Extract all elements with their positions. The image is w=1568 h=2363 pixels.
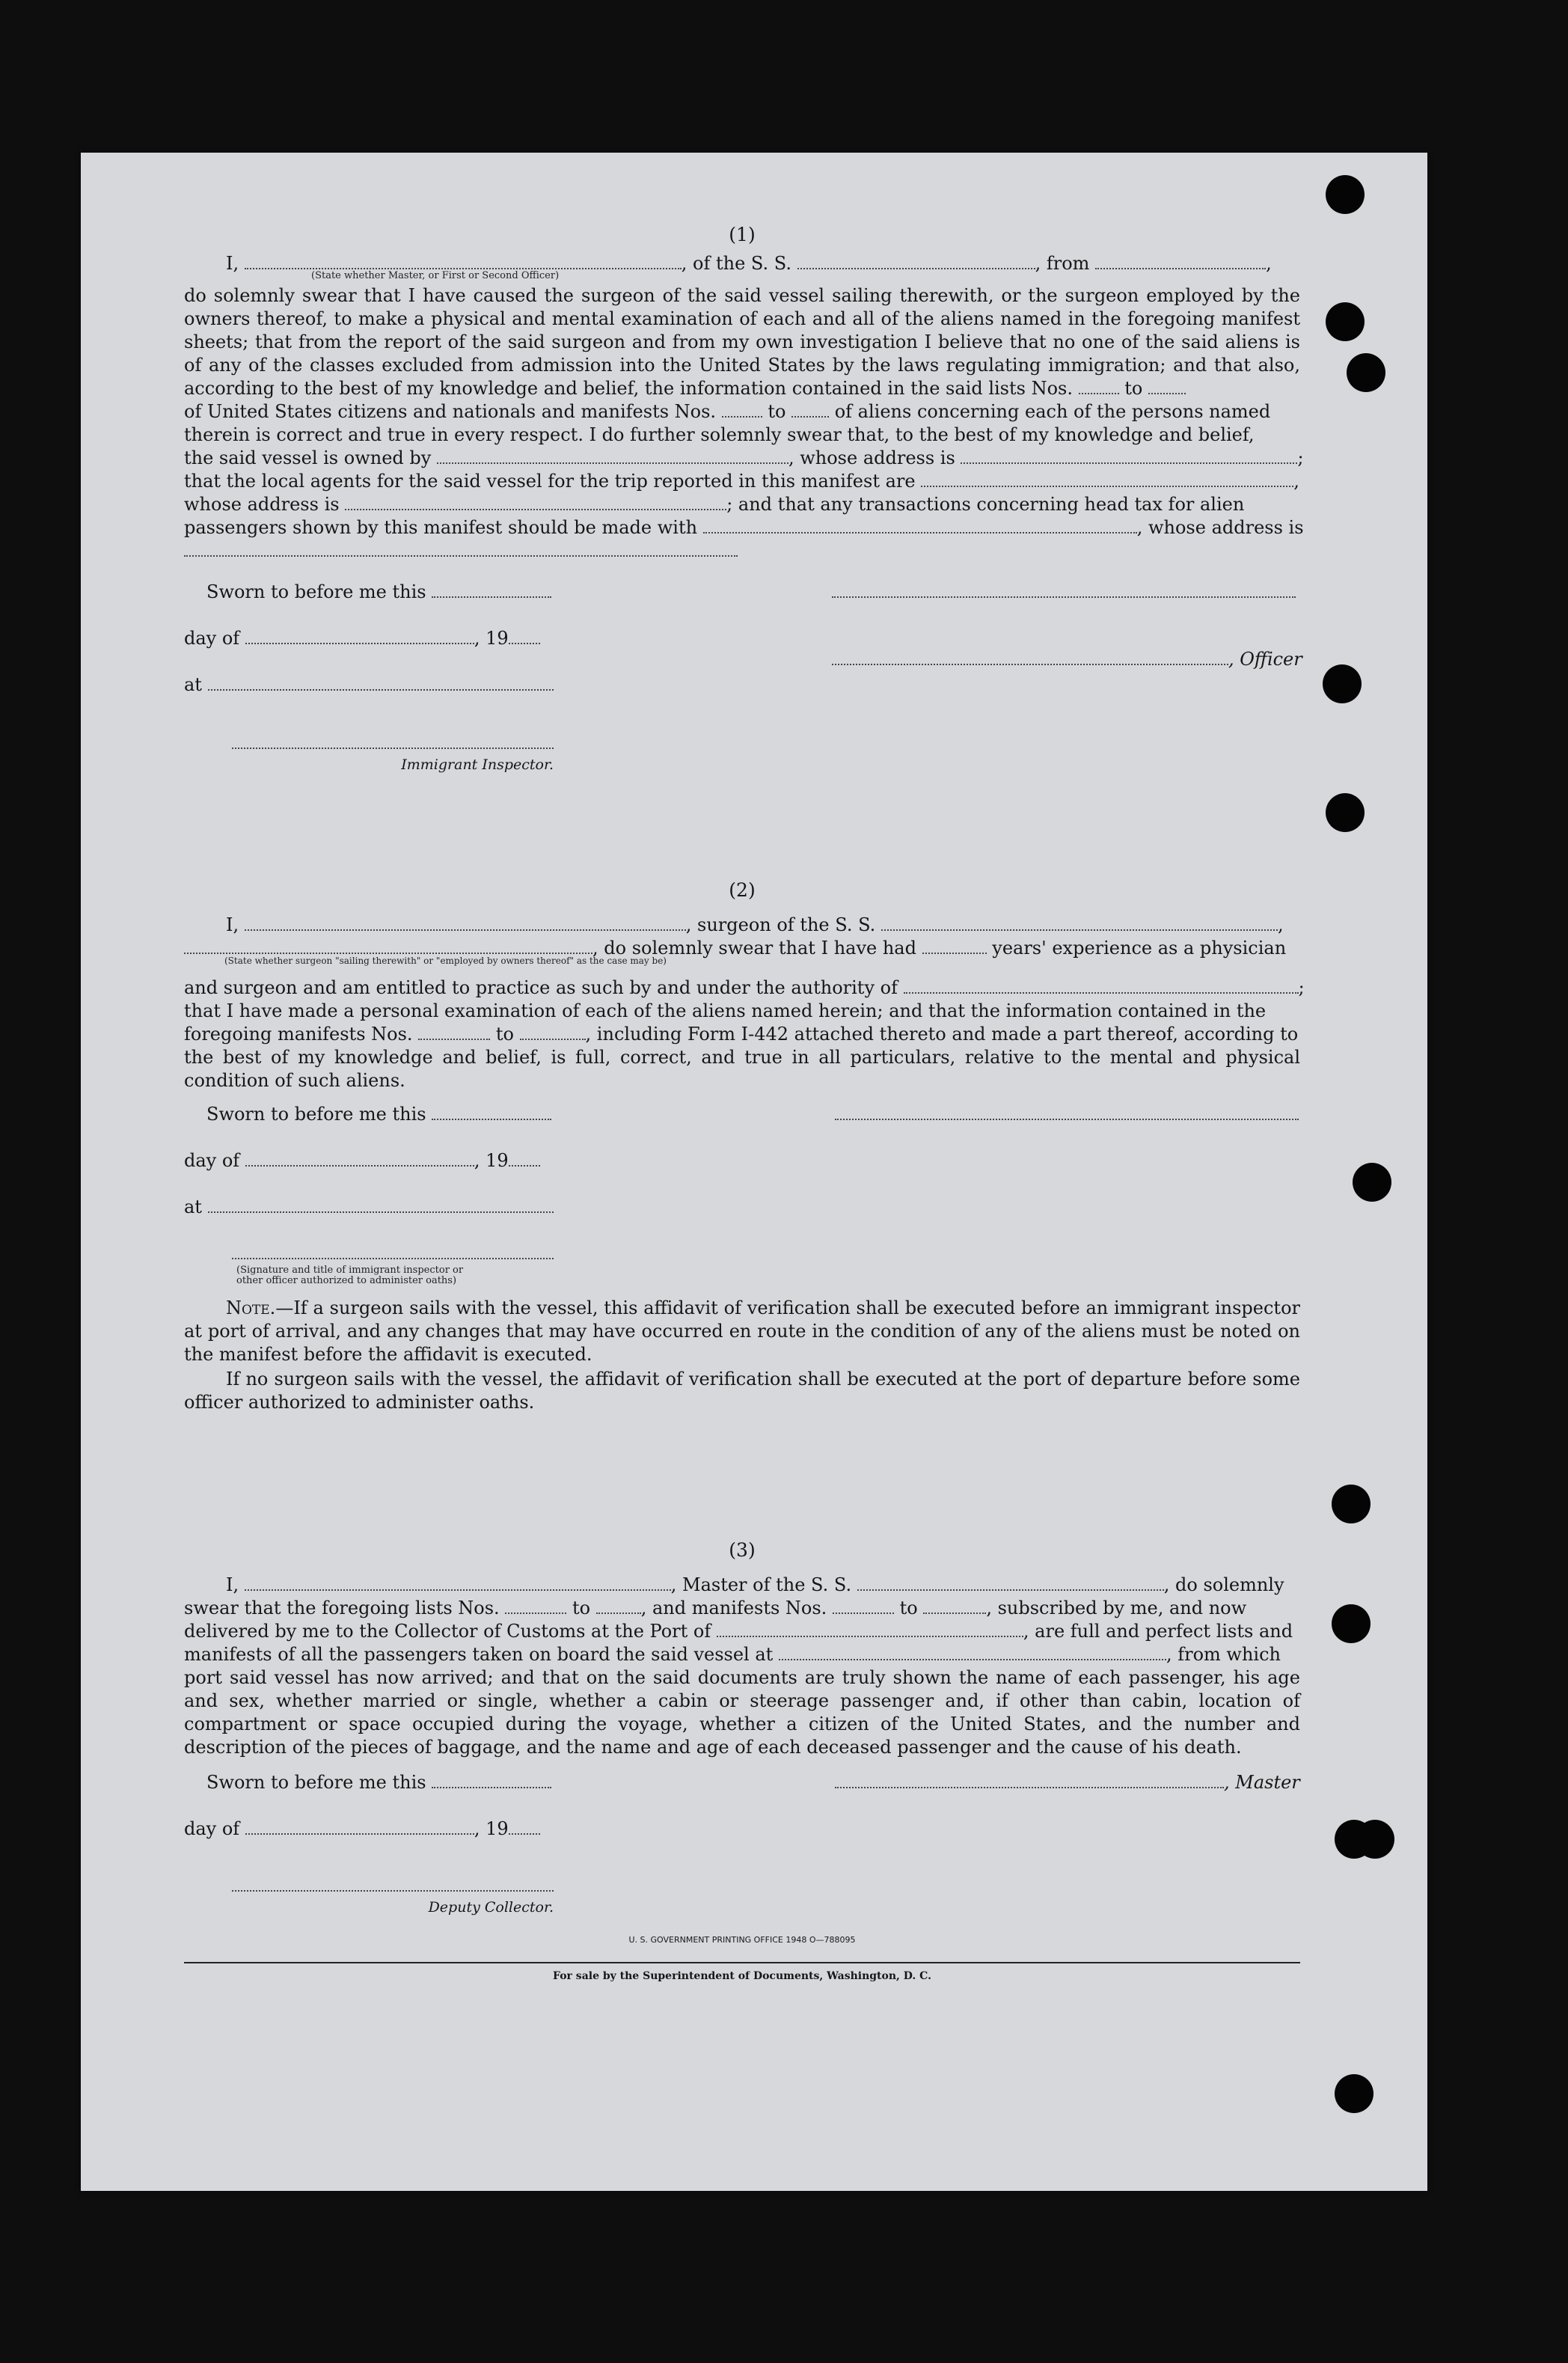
text: I,	[226, 253, 239, 274]
footer	[184, 1935, 1300, 1983]
year-prefix: , 19	[474, 628, 509, 649]
place-field[interactable]	[208, 1198, 554, 1213]
lists-to-field[interactable]	[596, 1599, 641, 1614]
text: , do solemnly swear that I have had	[592, 938, 916, 959]
section-1	[184, 223, 1304, 774]
vessel-name-field[interactable]	[857, 1576, 1164, 1591]
punch-hole	[1332, 1604, 1371, 1643]
day-of-label: day of	[184, 628, 240, 649]
punch-hole	[1323, 664, 1362, 703]
text: of aliens concerning each of the persons named	[834, 401, 1271, 422]
text: , from	[1035, 253, 1090, 274]
text: ,	[1277, 914, 1284, 935]
text: to	[572, 1598, 591, 1618]
vessel-name-field[interactable]	[797, 254, 1035, 269]
text: , of the S. S.	[681, 253, 791, 274]
text: delivered by me to the Collector of Customs at the Port of	[184, 1621, 711, 1642]
text: whose address is	[184, 494, 340, 515]
head-tax-party-field[interactable]	[703, 519, 1137, 534]
years-field[interactable]	[922, 939, 987, 954]
at-label: at	[184, 674, 202, 695]
gpo-imprint: U. S. GOVERNMENT PRINTING OFFICE 1948 O—788095	[628, 1935, 856, 1945]
text: of United States citizens and nationals and manifests Nos.	[184, 401, 717, 422]
section-1-body-b: therein is correct and true in every respect. I do further solemnly swear that, to the best of my knowledge and belief,	[184, 424, 1255, 445]
note-paragraph-2: If no surgeon sails with the vessel, the affidavit of verification shall be executed at the port of departure before some officer authorized to administer oaths.	[184, 1369, 1300, 1413]
text: do solemnly swear that I have caused the surgeon of the said vessel sailing therewith, or the surgeon employed by the owners thereof, to make a physical and mental examination of each and all of the aliens named in the foregoing manifest sheets; that from the report of the said surgeon and from my own investigation I believe that no one of the said aliens is of any of the classes excluded from admission into the United States by the laws regulating immigration; and that also, according to the best of my knowledge and belief, the information contained in the said lists Nos.	[184, 285, 1300, 399]
text: , are full and perfect lists and	[1023, 1621, 1293, 1642]
text: foregoing manifests Nos.	[184, 1024, 413, 1045]
text: , subscribed by me, and now	[986, 1598, 1247, 1618]
inspector-signature-line[interactable]	[232, 734, 554, 749]
from-port-field[interactable]	[1095, 254, 1266, 269]
officer-name-line[interactable]	[832, 650, 1228, 665]
for-sale-notice: For sale by the Superintendent of Documents, Washington, D. C.	[553, 1970, 931, 1982]
punch-hole	[1347, 353, 1385, 392]
sig-caption-line-1: (Signature and title of immigrant inspector or	[236, 1265, 464, 1276]
text: , Master of the S. S.	[670, 1574, 852, 1595]
note-paragraph-1	[184, 1297, 1300, 1366]
year-prefix: , 19	[474, 1818, 509, 1839]
text: I,	[226, 914, 239, 935]
text: that the local agents for the said vessel for the trip reported in this manifest are	[184, 471, 916, 492]
punch-hole	[1326, 175, 1365, 214]
master-signature-line[interactable]	[835, 1773, 1224, 1788]
surgeon-caption: (State whether surgeon "sailing therewith" or "employed by owners thereof" as the case may be)	[224, 956, 667, 966]
boarding-port-field[interactable]	[779, 1645, 1166, 1660]
footer-rule	[184, 1962, 1300, 1963]
vessel-name-field[interactable]	[881, 916, 1278, 931]
text: manifests of all the passengers taken on board the said vessel at	[184, 1644, 774, 1665]
text: passengers shown by this manifest should be made with	[184, 517, 698, 538]
sworn-label: Sworn to before me this	[206, 1772, 426, 1793]
punch-hole	[1353, 1163, 1391, 1202]
sworn-label: Sworn to before me this	[206, 581, 426, 602]
master-name-field[interactable]	[245, 1576, 671, 1591]
local-agents-field[interactable]	[921, 472, 1293, 487]
section-2-number: (2)	[729, 879, 756, 901]
inspector-signature-line[interactable]	[232, 1244, 554, 1259]
master-label: , Master	[1224, 1772, 1300, 1793]
head-tax-address-field[interactable]	[184, 542, 738, 557]
text: , surgeon of the S. S.	[685, 914, 876, 935]
text: to	[1124, 378, 1143, 399]
port-field[interactable]	[717, 1622, 1023, 1637]
sworn-day-field[interactable]	[432, 1105, 551, 1120]
text: ; and that any transactions concerning head tax for alien	[726, 494, 1245, 515]
owner-field[interactable]	[437, 449, 788, 464]
manifests-to-field[interactable]	[923, 1599, 986, 1614]
section-1-number: (1)	[729, 224, 756, 245]
officer-label: , Officer	[1228, 649, 1302, 670]
text: ,	[1266, 253, 1272, 274]
text: ;	[1297, 447, 1304, 468]
text: , whose address is	[788, 447, 955, 468]
text: and surgeon and am entitled to practice as such by and under the authority of	[184, 977, 898, 998]
surgeon-name-field[interactable]	[245, 916, 686, 931]
at-label: at	[184, 1196, 202, 1217]
text: —If a surgeon sails with the vessel, this affidavit of verification shall be executed before an immigrant inspector at port of arrival, and any changes that may have occurred en route in the condition of any of the aliens must be noted on the manifest before the affidavit is executed.	[184, 1297, 1300, 1365]
lists-to-field[interactable]	[1148, 379, 1186, 394]
agents-address-field[interactable]	[345, 495, 726, 510]
manifests-to-field[interactable]	[791, 403, 829, 418]
text: swear that the foregoing lists Nos.	[184, 1598, 500, 1618]
punch-hole	[1356, 1820, 1394, 1859]
section-2-body-a: that I have made a personal examination of each of the aliens named herein; and that the information contained in the	[184, 1000, 1267, 1021]
text: to	[899, 1598, 918, 1618]
text: the said vessel is owned by	[184, 447, 432, 468]
month-field[interactable]	[245, 1152, 474, 1167]
sworn-label: Sworn to before me this	[206, 1104, 426, 1125]
inspector-label: Immigrant Inspector.	[401, 756, 554, 773]
day-of-label: day of	[184, 1818, 240, 1839]
officer-caption: (State whether Master, or First or Second Officer)	[311, 270, 560, 281]
text: I,	[226, 1574, 239, 1595]
surgeon-status-field[interactable]	[184, 939, 592, 954]
text: , whose address is	[1136, 517, 1304, 538]
section-2	[184, 878, 1305, 1414]
place-field[interactable]	[208, 676, 554, 691]
punch-hole	[1332, 1485, 1371, 1523]
year-prefix: , 19	[474, 1150, 509, 1171]
section-1-body-a	[184, 284, 1300, 400]
lists-from-field[interactable]	[505, 1599, 566, 1614]
text: to	[768, 401, 786, 422]
owner-address-field[interactable]	[961, 449, 1297, 464]
manifests-to-field[interactable]	[520, 1025, 586, 1040]
year-field[interactable]	[509, 629, 540, 644]
deputy-label: Deputy Collector.	[428, 1899, 554, 1916]
manifests-from-field[interactable]	[833, 1599, 894, 1614]
sig-caption-line-2: other officer authorized to administer oaths)	[236, 1275, 457, 1286]
deputy-signature-line[interactable]	[232, 1877, 554, 1892]
text: years' experience as a physician	[992, 938, 1287, 959]
note-label: Note.	[226, 1297, 276, 1318]
month-field[interactable]	[245, 1820, 474, 1835]
sworn-day-field[interactable]	[432, 583, 551, 598]
section-3	[184, 1538, 1300, 1917]
form-sheet	[81, 153, 1427, 2191]
month-field[interactable]	[245, 629, 474, 644]
text: , including Form I-442 attached thereto and made a part thereof, according to	[585, 1024, 1299, 1045]
lists-from-field[interactable]	[1079, 379, 1119, 394]
sworn-day-field[interactable]	[432, 1773, 551, 1788]
section-2-body-b: the best of my knowledge and belief, is full, correct, and true in all particulars, relative to the mental and physical condition of such aliens.	[184, 1047, 1300, 1091]
year-field[interactable]	[509, 1820, 540, 1835]
text: ;	[1298, 977, 1305, 998]
year-field[interactable]	[509, 1152, 540, 1167]
manifests-from-field[interactable]	[418, 1025, 490, 1040]
officer-signature-line[interactable]	[832, 583, 1296, 598]
officer-title-field[interactable]	[245, 254, 682, 269]
punch-hole	[1335, 2074, 1373, 2113]
day-of-label: day of	[184, 1150, 240, 1171]
text: , and manifests Nos.	[640, 1598, 827, 1618]
section-3-body: port said vessel has now arrived; and that on the said documents are truly shown the name of each passenger, his age and sex, whether married or single, whether a cabin or steerage passenger and, if other than cabin, location of compartment or space occupied during the voyage, whether a citizen of the United States, and the number and description of the pieces of baggage, and the name and age of each deceased passenger and the cause of his death.	[184, 1667, 1300, 1758]
surgeon-signature-line[interactable]	[835, 1105, 1299, 1120]
text: ,	[1293, 471, 1299, 492]
punch-hole	[1326, 302, 1365, 341]
text: , do solemnly	[1163, 1574, 1284, 1595]
text: to	[495, 1024, 514, 1045]
punch-hole	[1326, 793, 1365, 832]
text: , from which	[1166, 1644, 1281, 1665]
manifests-from-field[interactable]	[722, 403, 762, 418]
authority-field[interactable]	[904, 979, 1299, 994]
section-3-number: (3)	[729, 1539, 756, 1561]
